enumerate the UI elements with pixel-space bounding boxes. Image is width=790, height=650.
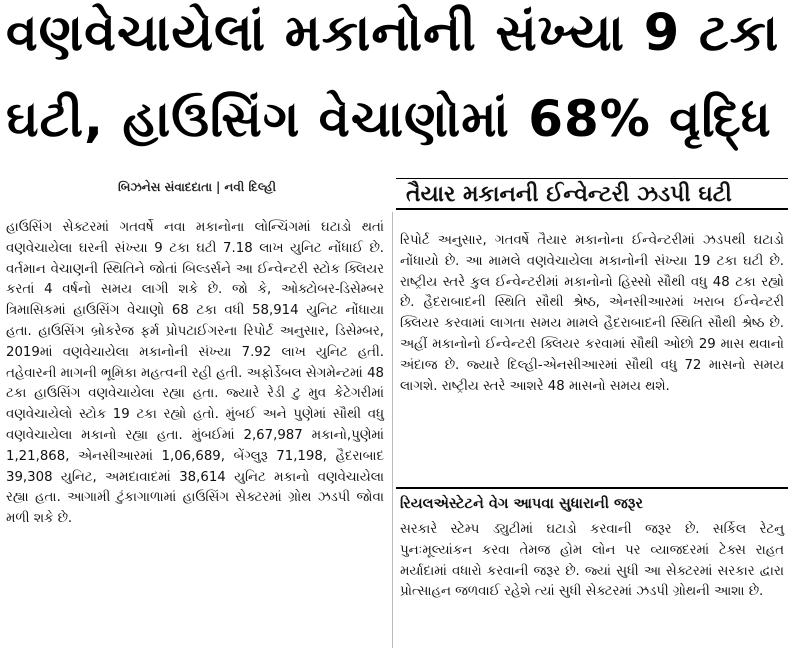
byline-separator: | xyxy=(216,180,221,194)
sub-section-body: સરકારે સ્ટેમ્પ ડ્યુટીમાં ઘટાડો કરવાની જરૂર છે. સર્કિલ રેટનુ પુનઃમૂલ્યાંકન કરવા તેમજ હોમ લોન પર વ્યાજદરમાં ટેક્સ રાહત મર્યાદામાં વધારો કરવાની જરૂર છે. જ્યાં સુધી આ સેક્ટરમાં સરકાર દ્વારા પ્રોત્સાહન જળવાઈ રહેશે ત્યાં સુધી સેક્ટરમાં ઝડપી ગ્રોથની આશા છે. xyxy=(400,522,784,600)
section-rule xyxy=(396,487,788,489)
sidebar-box-title: તૈયાર મકાનની ઈન્વેન્ટરી ઝડપી ઘટી xyxy=(396,178,788,210)
byline-location: નવી દિલ્હી xyxy=(224,180,277,194)
column-divider xyxy=(392,212,393,648)
byline-reporter: બિઝનેસ સંવાદદાતા xyxy=(118,180,213,194)
sidebar-box-body: રિપોર્ટ અનુસાર, ગતવર્ષે તૈયાર મકાનોના ઈન્વેન્ટરીમાં ઝડપથી ઘટાડો નોંધાયો છે. આ મામલે વણવેચાયેલા મકાનોની સંખ્યા 19 ટકા ઘટી છે. રાષ્ટ્રીય સ્તરે કુલ ઈન્વેન્ટરીમાં મકાનોનો હિસ્સો સૌથી વધુ 48 ટકા રહ્યો છે. હૈદરાબાદની સ્થિતિ સૌથી શ્રેષ્ઠ, એનસીઆરમાં ખરાબ ઈન્વેન્ટરી ક્લિયર કરવામાં લાગતા સમય મામલે હૈદરાબાદની સ્થિતિ સૌથી શ્રેષ્ઠ છે. અહીં મકાનોનો ઈન્વેન્ટરી ક્લિયર કરવામાં સૌથી ઓછો 29 માસ થવાનો અંદાજ છે. જ્યારે દિલ્હી-એનસીઆરમાં સૌથી વધુ 72 માસનો સમય લાગશે. રાષ્ટ્રીય સ્તરે આશરે 48 માસનો સમય થશે. xyxy=(400,233,784,394)
headline-line-2: ઘટી, હાઉસિંગ વેચાણોમાં 68% વૃદ્ધિ xyxy=(6,90,772,148)
main-article-body: હાઉસિંગ સેક્ટરમાં ગતવર્ષે નવા મકાનોના લોન્ચિંગમાં ઘટાડો થતાં વણવેચાયેલા ઘરની સંખ્યા 9 ટકા ઘટી 7.18 લાખ યુનિટ નોંધાઈ છે. વર્તમાન વેચાણની સ્થિતિને જોતાં બિલ્ડર્સને આ ઈન્વેન્ટરી સ્ટોક ક્લિયર કરતાં 4 વર્ષનો સમય લાગી શકે છે. જો કે, ઓક્ટોબર-ડિસેમ્બર ત્રિમાસિકમાં હાઉસિંગ વેચાણો 68 ટકા વધી 58,914 યુનિટ નોંધાયા હતા. હાઉસિંગ બ્રોકરેજ ફર્મ પ્રોપટાઈગરના રિપોર્ટ અનુસાર, ડિસેમ્બર, 2019માં વણવેચાયેલા મકાનોની સંખ્યા 7.92 લાખ યુનિટ હતી. તહેવારની માગની ભૂમિકા મહત્વની રહી હતી. અફોર્ડેબલ સેગમેન્ટમાં 48 ટકા હાઉસિંગ વણવેચાયેલા રહ્યા હતા. જ્યારે રેડી ટુ મુવ કેટેગરીમાં વણવેચાયેલો સ્ટોક 19 ટકા રહ્યો હતો. મુંબઈ અને પુણેમાં સૌથી વધુ વણવેચાયેલા મકાનો રહ્યા હતા. મુંબઈમાં 2,67,987 મકાનો,પુણેમાં 1,21,868, એનસીઆરમાં 1,06,689, બેંગ્લુરૂ 71,198, હૈદરાબાદ 39,308 યુનિટ, અમદાવાદમાં 38,614 યુનિટ મકાનો વણવેચાયેલા રહ્યા હતા. આગામી ટુંકાગાળામાં હાઉસિંગ સેક્ટરમાં ગ્રોથ ઝડપી જોવા મળી શકે છે. xyxy=(6,220,384,527)
headline-line-1: વણવેચાયેલાં મકાનોની સંખ્યા 9 ટકા xyxy=(6,4,780,63)
sub-section-heading: રિયલએસ્ટેટને વેગ આપવા સુધારાની જરૂર xyxy=(400,496,643,512)
byline xyxy=(118,180,276,195)
